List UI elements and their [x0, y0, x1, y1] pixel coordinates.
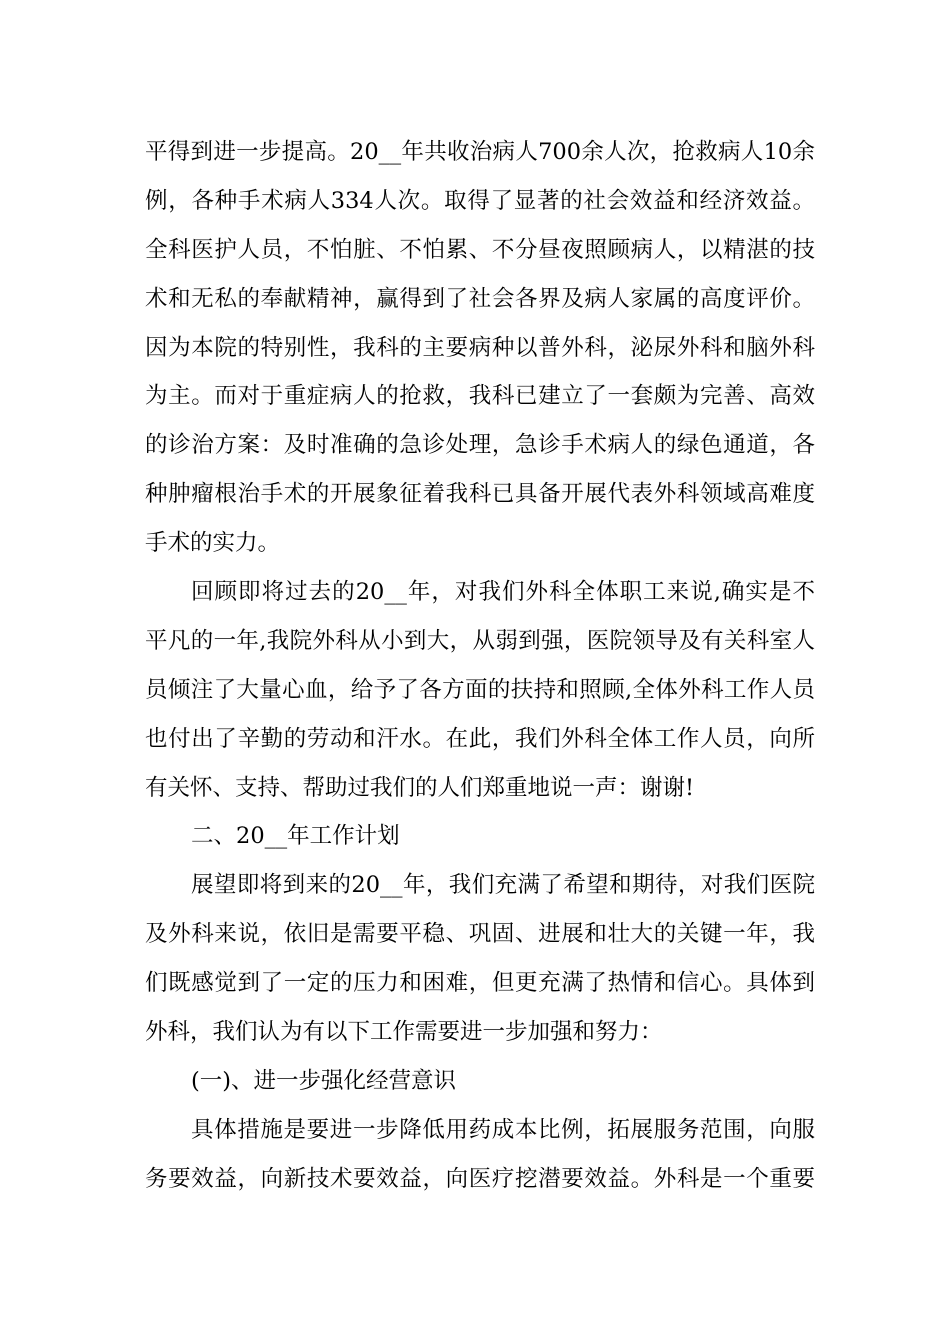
text-line: 的诊治方案：及时准确的急诊处理，急诊手术病人的绿色通道，各 [145, 432, 815, 459]
document-body [145, 128, 815, 1204]
text-line: 平得到进一步提高。20__年共收治病人700余人次，抢救病人10余 [145, 139, 815, 165]
text-line: 们既感觉到了一定的压力和困难，但更充满了热情和信心。具体到 [145, 970, 815, 997]
text-line: 全科医护人员，不怕脏、不怕累、不分昼夜照顾病人，以精湛的技 [145, 236, 815, 263]
section-heading: 二、20__年工作计划 [191, 823, 400, 850]
paragraph-start-line: 展望即将到来的20__年，我们充满了希望和期待，对我们医院 [191, 872, 815, 899]
paragraph-start-line: 回顾即将过去的20__年，对我们外科全体职工来说,确实是不 [191, 579, 815, 606]
text-line: 因为本院的特别性，我科的主要病种以普外科，泌尿外科和脑外科 [145, 334, 815, 361]
text-line: 务要效益，向新技术要效益，向医疗挖潜要效益。外科是一个重要 [145, 1165, 815, 1192]
text-line: 员倾注了大量心血，给予了各方面的扶持和照顾,全体外科工作人员 [145, 676, 815, 703]
text-line: 平凡的一年,我院外科从小到大，从弱到强，医院领导及有关科室人 [145, 627, 815, 654]
text-line: 例，各种手术病人334人次。取得了显著的社会效益和经济效益。 [145, 187, 815, 214]
text-line: 及外科来说，依旧是需要平稳、巩固、进展和壮大的关键一年，我 [145, 921, 815, 948]
text-line: 为主。而对于重症病人的抢救，我科已建立了一套颇为完善、高效 [145, 383, 815, 410]
subsection-heading: (一)、进一步强化经营意识 [191, 1067, 457, 1094]
text-line: 术和无私的奉献精神，赢得到了社会各界及病人家属的高度评价。 [145, 285, 815, 312]
text-line: 外科，我们认为有以下工作需要进一步加强和努力： [145, 1019, 663, 1046]
paragraph-start-line: 具体措施是要进一步降低用药成本比例，拓展服务范围，向服 [191, 1116, 815, 1143]
text-line: 也付出了辛勤的劳动和汗水。在此，我们外科全体工作人员，向所 [145, 725, 815, 752]
text-line: 种肿瘤根治手术的开展象征着我科已具备开展代表外科领域高难度 [145, 481, 815, 508]
text-line: 有关怀、支持、帮助过我们的人们郑重地说一声：谢谢! [145, 774, 695, 801]
text-line: 手术的实力。 [145, 530, 281, 557]
